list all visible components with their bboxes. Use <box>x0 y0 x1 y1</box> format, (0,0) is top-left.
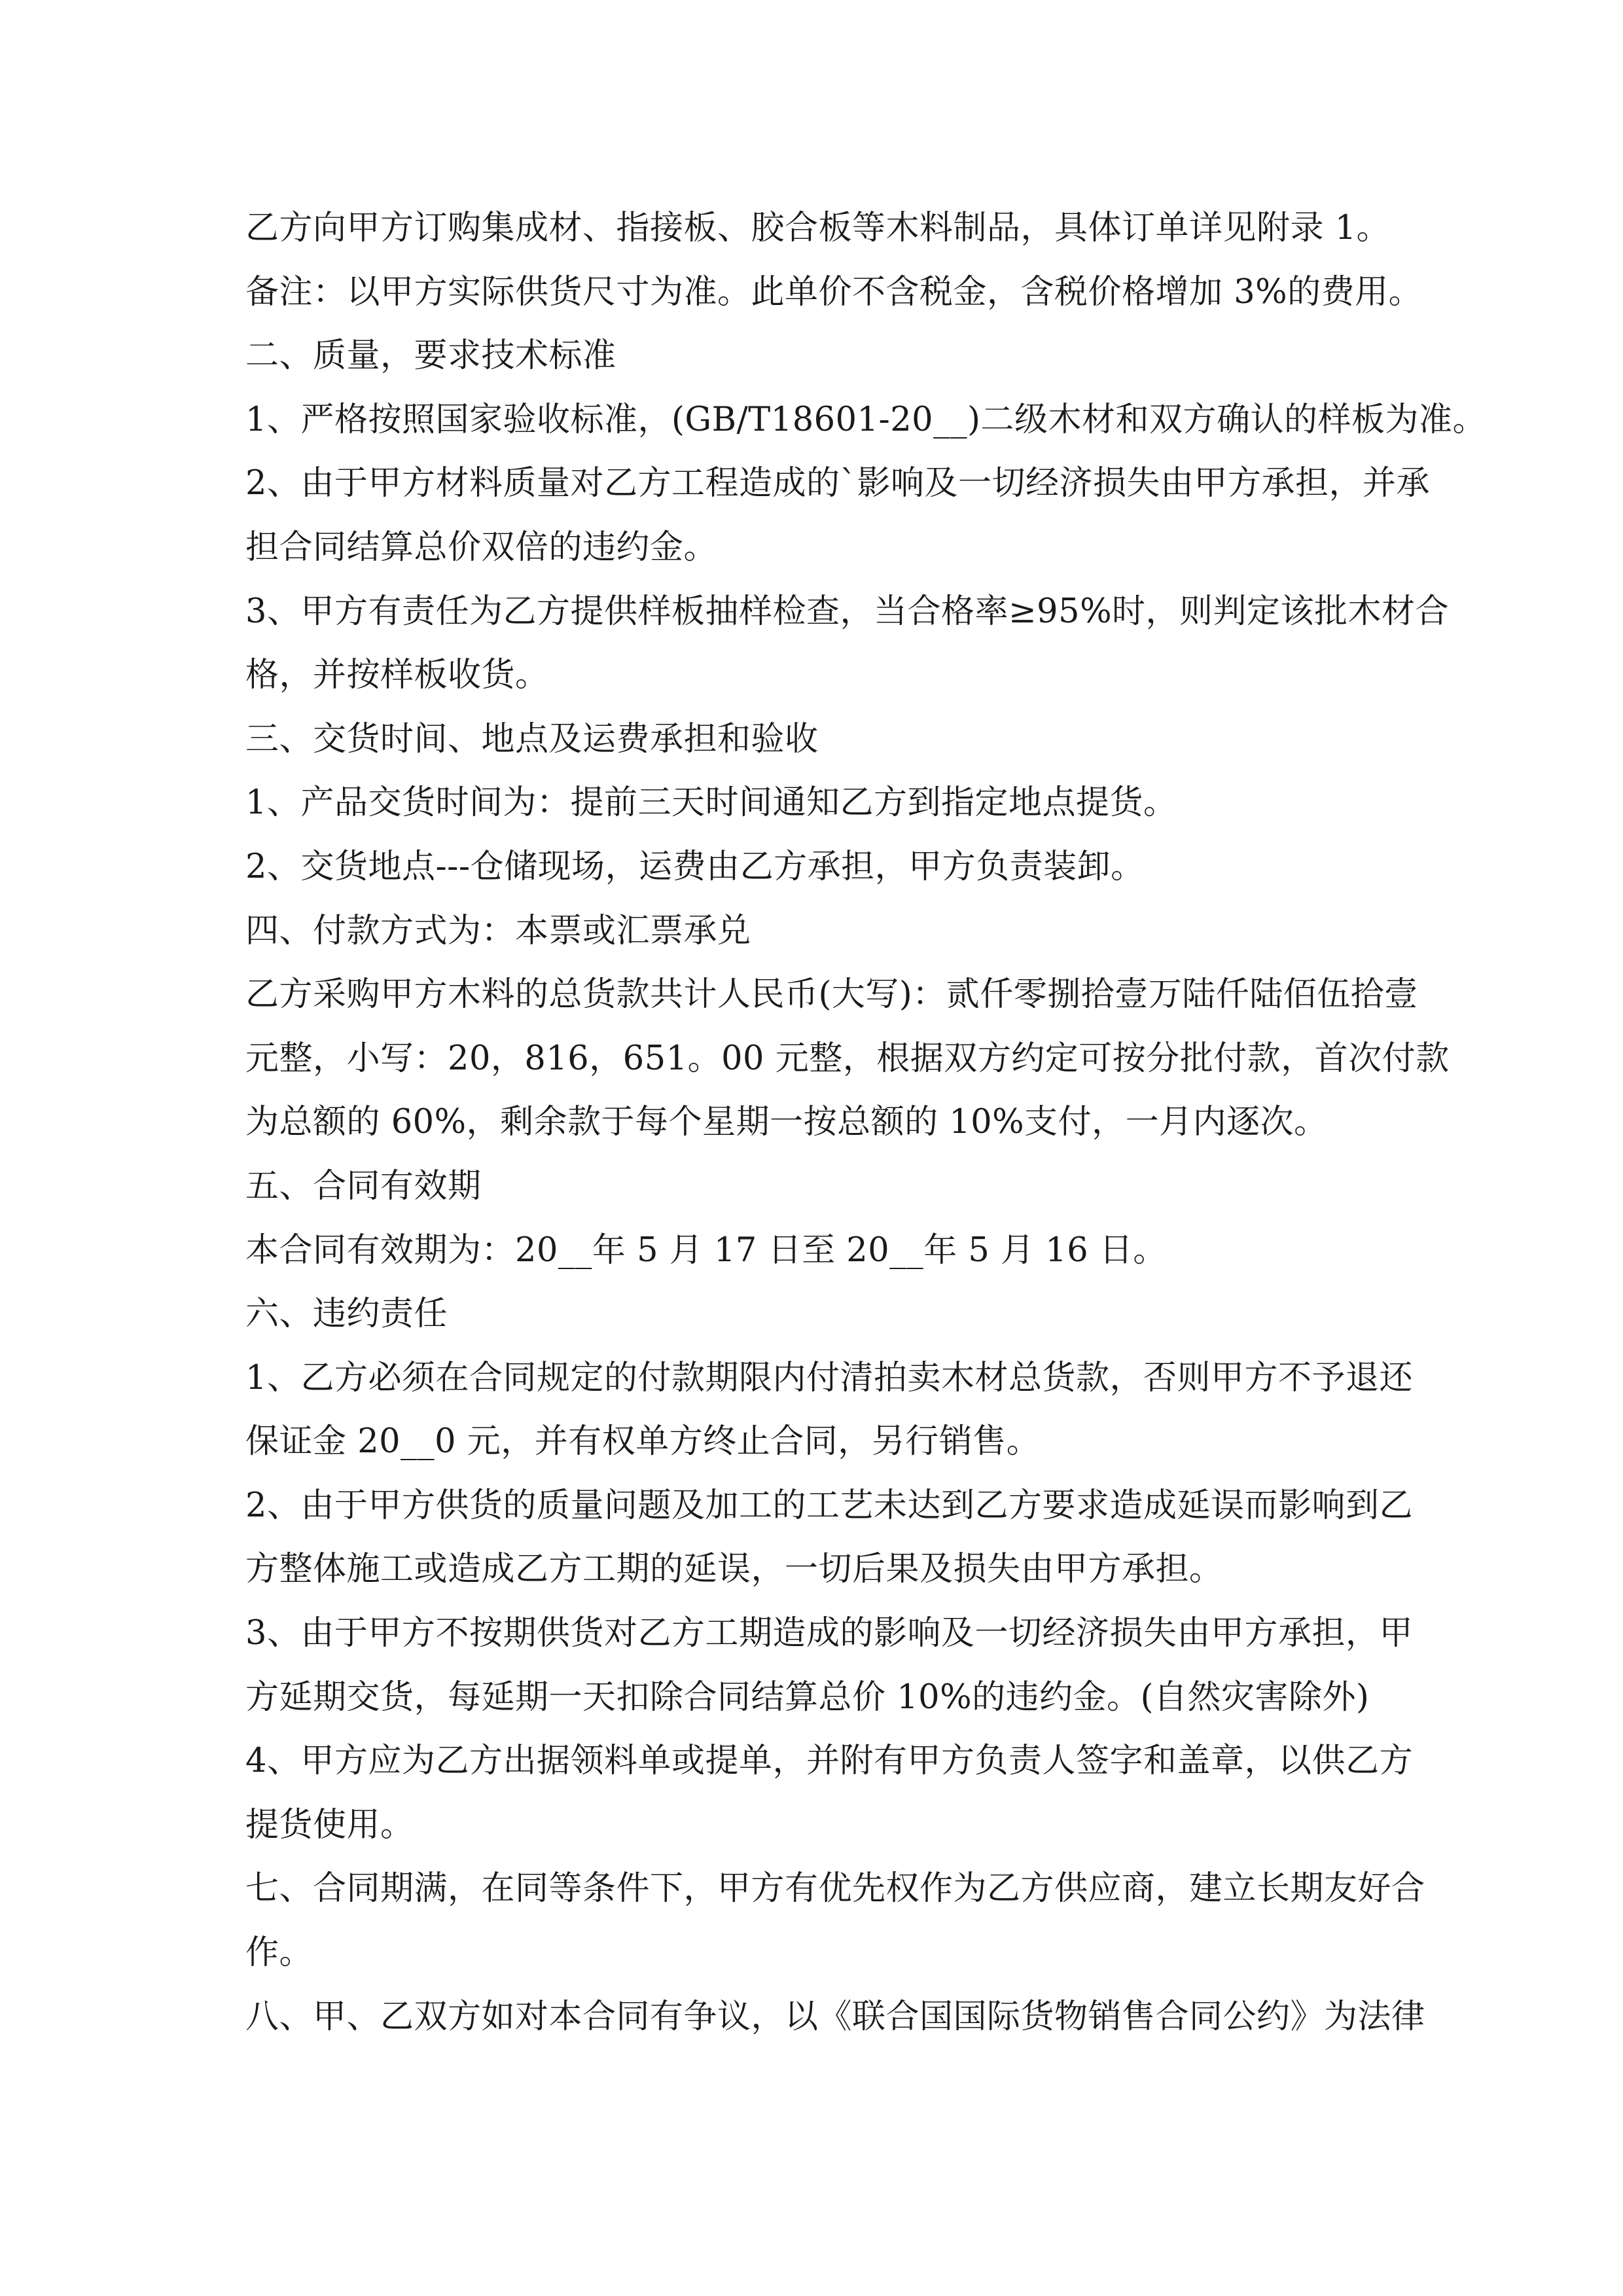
paragraph-line: 格，并按样板收货。 <box>245 656 549 695</box>
section-heading: 五、合同有效期 <box>245 1166 482 1206</box>
section-heading: 三、交货时间、地点及运费承担和验收 <box>245 719 819 759</box>
paragraph-line: 1、产品交货时间为：提前三天时间通知乙方到指定地点提货。 <box>245 783 1177 823</box>
paragraph-line: 作。 <box>245 1933 313 1973</box>
paragraph-line: 为总额的 60%，剩余款于每个星期一按总额的 10%支付，一月内逐次。 <box>245 1103 1328 1142</box>
section-heading: 七、合同期满，在同等条件下，甲方有优先权作为乙方供应商，建立长期友好合 <box>245 1869 1425 1909</box>
paragraph-line: 1、乙方必须在合同规定的付款期限内付清拍卖木材总货款，否则甲方不予退还 <box>245 1358 1413 1397</box>
section-heading: 八、甲、乙双方如对本合同有争议，以《联合国国际货物销售合同公约》为法律 <box>245 1997 1425 2036</box>
section-heading: 六、违约责任 <box>245 1295 448 1334</box>
paragraph-line: 3、由于甲方不按期供货对乙方工期造成的影响及一切经济损失由甲方承担，甲 <box>245 1614 1413 1653</box>
paragraph-line: 乙方采购甲方木料的总货款共计人民币(大写)：贰仟零捌拾壹万陆仟陆佰伍拾壹 <box>245 975 1418 1014</box>
paragraph-line: 本合同有效期为：20__年 5 月 17 日至 20__年 5 月 16 日。 <box>245 1230 1167 1270</box>
paragraph-line: 方延期交货，每延期一天扣除合同结算总价 10%的违约金。(自然灾害除外) <box>245 1677 1370 1717</box>
document-body <box>245 196 1487 2049</box>
paragraph-line: 元整，小写：20，816，651。00 元整，根据双方约定可按分批付款，首次付款 <box>245 1039 1450 1078</box>
paragraph-line: 备注：以甲方实际供货尺寸为准。此单价不含税金，含税价格增加 3%的费用。 <box>245 272 1423 312</box>
paragraph-line: 2、由于甲方供货的质量问题及加工的工艺未达到乙方要求造成延误而影响到乙 <box>245 1486 1413 1525</box>
paragraph-line: 4、甲方应为乙方出据领料单或提单，并附有甲方负责人签字和盖章，以供乙方 <box>245 1742 1413 1781</box>
paragraph-line: 3、甲方有责任为乙方提供样板抽样检查，当合格率≥95%时，则判定该批木材合 <box>245 592 1450 631</box>
paragraph-line: 方整体施工或造成乙方工期的延误，一切后果及损失由甲方承担。 <box>245 1550 1223 1589</box>
paragraph-line: 1、严格按照国家验收标准，(GB/T18601-20__)二级木材和双方确认的样板为准。 <box>245 400 1487 439</box>
paragraph-line: 乙方向甲方订购集成材、指接板、胶合板等木料制品，具体订单详见附录 1。 <box>245 209 1391 247</box>
paragraph-line: 保证金 20__0 元，并有权单方终止合同，另行销售。 <box>245 1422 1041 1462</box>
paragraph-line: 提货使用。 <box>245 1805 414 1844</box>
paragraph-line: 2、交货地点---仓储现场，运费由乙方承担，甲方负责装卸。 <box>245 847 1145 886</box>
paragraph-line: 担合同结算总价双倍的违约金。 <box>245 528 718 567</box>
section-heading: 四、付款方式为：本票或汇票承兑 <box>245 911 751 950</box>
section-heading: 二、质量，要求技术标准 <box>245 336 616 376</box>
paragraph-line: 2、由于甲方材料质量对乙方工程造成的`影响及一切经济损失由甲方承担，并承 <box>245 464 1430 503</box>
